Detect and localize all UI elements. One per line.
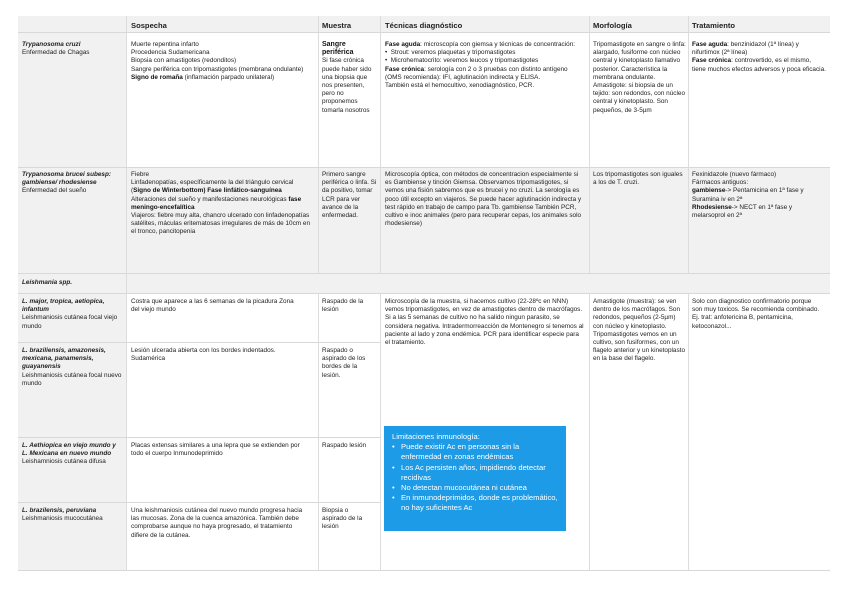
tratamiento-brucei [692,171,826,220]
line-h [18,570,830,571]
bold-term: Signo de Winterbottom) Fase linfático-sanguínea [133,187,282,195]
disease-name: Leishmaniosis cutánea focal viejo mundo [22,314,118,330]
line-v [589,293,590,570]
text-line: Microhematocrito: veremos leucos y tripomastigotes [390,57,539,65]
muestra-aethiopica: Raspado lesión [322,442,367,449]
disease-name: Leishmaniosis mucocutánea [22,515,103,523]
organism-peruviana [22,507,123,523]
text-line: También está el hemocultivo, xenodiagnóstico, PCR. [385,82,535,90]
text-line: : serología con 2 o 3 pruebas con distinto antígeno (OMS recomienda): IFI, aglutinación indirecta y ELISA. [385,65,568,81]
organism-name: L. major, tropica, aetiopica, infantum [22,298,105,314]
muestra-peruviana: Biopsia o aspirado de la lesión [322,507,363,531]
text-line: : benzinidazol (1ª línea) y nifurtimox (2ª línea) [692,41,799,57]
sospecha-braziliensis: Lesión ulcerada abierta con los bordes indentados. Sudamérica [131,347,276,363]
line-h [18,293,830,294]
bullet-item: • Microhematocrito: veremos leucos y tripomastigotes [385,57,539,65]
line-v [688,293,689,570]
callout-list [392,442,558,513]
sospecha-aethiopica: Placas extensas similares a una lepra que se extienden por todo el cuerpo Inmunodeprimido [131,442,300,458]
text-line: Si fase crónica puede haber sido una biopsia que nos presenten, pero no proponemos tomarla nosotros [322,57,372,114]
disease-name: Enfermedad del sueño [22,187,87,195]
text-line: Fármacos antiguos: [692,179,749,187]
header-tecnicas: Técnicas diagnóstico [385,21,463,30]
morfologia-brucei: Los tripomastigotes son iguales a los de T. cruzi. [593,171,683,187]
bullet-item: • Strout: veremos plaquetas y tripomastigotes [385,49,516,57]
line-h [18,273,830,274]
callout-item: • En inmunodeprimidos, donde es problemático, no hay suficientes Ac [392,493,558,513]
callout-item: • Puede existir Ac en personas sin la enfermedad en zonas endémicas [392,442,558,462]
sospecha-major: Costra que aparece a las 6 semanas de la picadura Zona del viejo mundo [131,298,294,314]
bold-term: fase meningo-encefalítica [131,195,302,211]
muestra-cruzi [322,41,377,115]
text-line: Sangre periférica con tripomastigotes (membrana ondulante) [131,65,304,73]
disease-name: Enfermedad de Chagas [22,49,90,57]
callout-title: Limitaciones inmunología: [392,432,480,441]
morfologia-leishmania: Amastigote (muestra): se ven dentro de los macrófagos. Son redondos, pequeños (2-5µm) con núcleo y kinetoplasto. Tripomastigotes vemos en un cultivo, son fusiformes, con un flagelo anterior y un kinetoplasto en la base del flagelo. [593,298,686,363]
bold-term: Sangre periférica [322,41,354,57]
organism-braziliensis [22,347,123,388]
organism-aethiopica [22,442,123,467]
text-line: Strout: veremos plaquetas y tripomastigotes [390,49,516,57]
tratamiento-cruzi [692,41,826,74]
row-band-leish [18,273,830,293]
organism-name: L. Aethiopica en viejo mundo y L. Mexicana en nuevo mundo [22,442,116,458]
header-muestra: Muestra [322,21,352,30]
organism-cruzi [22,41,122,57]
text-line: Fiebre [131,171,150,178]
line-h [18,167,830,168]
callout-item: • Los Ac persisten años, impidiendo detectar recidivas [392,463,558,483]
tecnicas-leishmania: Microscopía de la muestra, si hacemos cultivo (22-28ºc en NNN) vemos tripomastigotes, en vez de amastigotes dentro de macrófagos. Si a las 5 semanas de cultivo no ha salido ningun parasito, se considera negativa. Intradermorreacción de Montenegro si tenemos al paciente al lado y zona endémica. PCR para identificar especie para el tratamiento. [385,298,584,347]
text-line: : controvertido, es el mismo, tiene muchos efectos adversos y poca eficacia. [692,57,826,73]
line-v [126,16,127,570]
leishmania-title: Leishmania spp. [22,279,73,286]
bold-term: Fase crónica [385,65,425,73]
text-line: : microscopía con giemsa y técnicas de concentración: [420,41,576,48]
text-line: Procedencia Sudamericana [131,49,210,57]
organism-name: Trypanosoma brucei subesp: gambiense/ rhodesiense [22,171,112,187]
line-v [380,16,381,273]
text-line: Linfadenopatías, específicamente la del triángulo cervical ( [131,179,294,195]
text-line: -> NECT en 1ª fase y melarsoprol en 2ª [692,203,793,220]
tratamiento-leishmania: Solo con diagnostico confirmatorio porque son muy toxicos. Se recomienda combinado. Ej. trat: anfotericina B, pentamicina, ketoconazol... [692,298,820,330]
tecnicas-cruzi [385,41,585,90]
disease-name: Leishmaniosis cutánea focal nuevo mundo [22,371,122,387]
muestra-braziliensis: Raspado o aspirado de los bordes de la lesión. [322,347,366,379]
organism-name: L. brazilensis, peruviana [22,507,97,514]
organism-major [22,298,123,331]
disease-name: Leishamniosis cutánea difusa [22,458,106,466]
tecnicas-brucei: Microscopía óptica, con métodos de concentracion especialmente si es Gambiense y tinción Giemsa. Observamos tripomastigotes, si vemos una fisión sabremos que es brucei y no cruzi. La serología es poco útil excepto en viajeros. Se puede hacer aglutinación indirecta y test rápido en trabajo de campo para Tb. gambiense También PCR, cultivo e inoc animales (pero para recuperar cepas, los animales solo rhodesiense) [385,171,582,228]
line-h [18,437,380,438]
muestra-major: Raspado de la lesión [322,298,364,314]
col-band-leish-names [18,293,126,570]
sospecha-peruviana: Una leishmaniosis cutánea del nuevo mundo progresa hacia las mucosas. Zona de la cuenca amazónica. También debe comprobarse aunque no haya progresado, el tratamiento difiere de la cutánea. [131,507,303,539]
header-sospecha: Sospecha [131,21,167,30]
line-h [18,502,380,503]
text-line: Biopsia con amastigotes (redonditos) [131,57,237,65]
line-h [18,32,830,33]
organism-name: L. braziliensis, amazonesis, mexicana, panamensis, guayanensis [22,347,106,371]
header-morfologia: Morfología [593,21,632,30]
sospecha-brucei [131,171,314,237]
text-line: Fexinidazole (nuevo fármaco) [692,171,777,178]
line-v [318,293,319,570]
organism-brucei [22,171,122,196]
bold-term: Fase crónica [692,57,732,65]
bold-term: gambiense [692,187,726,195]
callout-limitaciones [384,426,566,531]
text-line: Viajeros: fiebre muy alta, chancro ulcerado con linfadenopatías satélites, máculas eritematosas irregulares de más de 10cm en el tronco, pancitopenia [131,212,311,236]
sospecha-cruzi [131,41,314,82]
header-tratamiento: Tratamiento [692,21,736,30]
organism-name: Trypanosoma cruzi [22,41,81,48]
text-line: (inflamación parpado unilateral) [182,73,275,81]
line-h [18,342,380,343]
text-line: -> Pentamicina en 1ª fase y Suramina iv en 2ª [692,187,804,203]
bold-term: Signo de romaña [131,73,183,81]
text-line: Muerte repentina infarto [131,41,199,48]
line-v [380,293,381,570]
line-v [688,16,689,273]
morfologia-cruzi: Tripomastigote en sangre o linfa: alargado, fusiforme con núcleo central y kinetoplasto llamativo posterior. Característica la membrana ondulante. Amastigote: si biopsia de un tejido: son redondos, con núcleo central y kinetoplasto. Son pequeños, de 3-5µm [593,41,686,114]
line-v [589,16,590,273]
line-v [318,16,319,273]
callout-item: • No detectan mucocutánea ni cutánea [392,483,558,493]
muestra-brucei: Primero sangre periférica o linfa. Si da positivo, tomar LCR para ver avance de la enfermedad. [322,171,377,220]
bold-term: Rhodesiense [692,203,732,211]
bold-term: Fase aguda [692,41,728,48]
bold-term: Fase aguda [385,41,421,48]
text-line: Alteraciones del sueño y manifestaciones neurológicas [131,195,289,203]
